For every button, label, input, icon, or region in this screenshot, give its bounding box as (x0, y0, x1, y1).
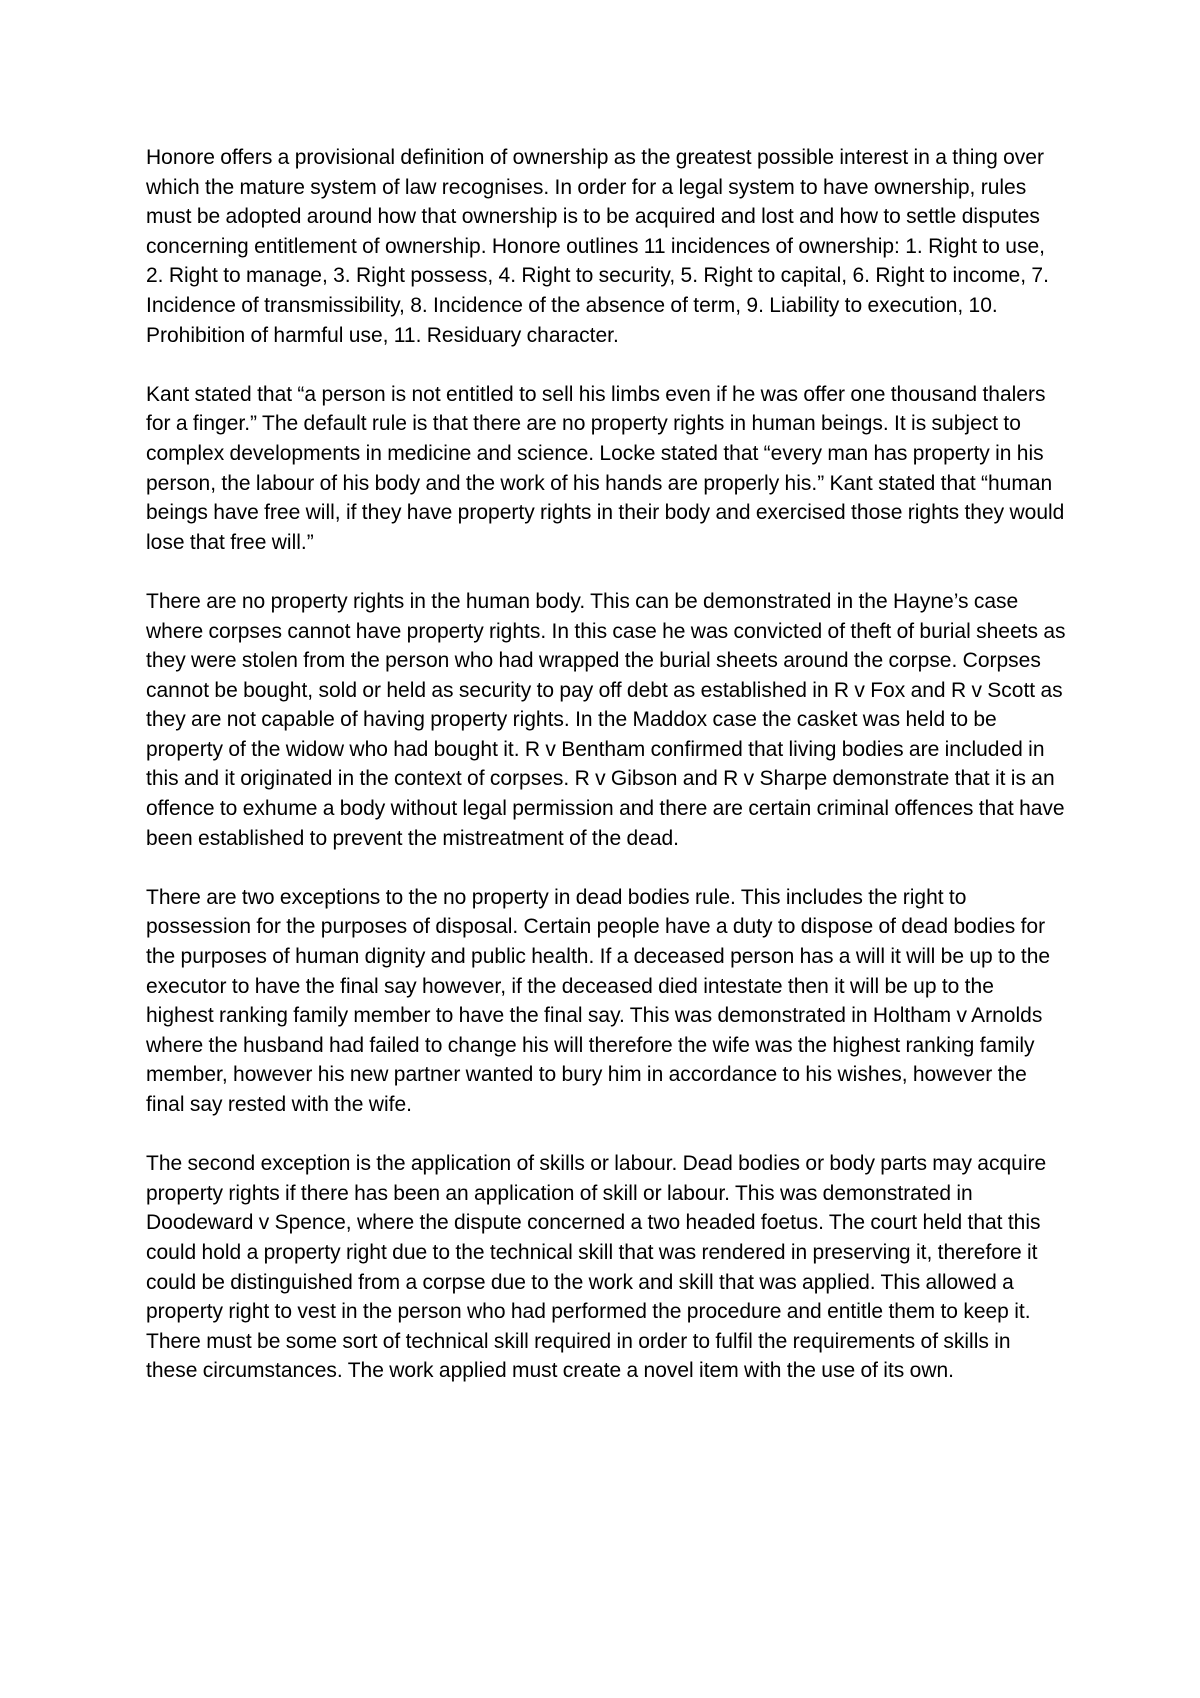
paragraph-skill-labour-exception: The second exception is the application of skills or labour. Dead bodies or body parts may acquire property rights if there has been an application of skill or labour. This was demonstrated in Doodeward v Spence, where the dispute concerned a two headed foetus. The court held that this could hold a property right due to the technical skill that was rendered in preserving it, therefore it could be distinguished from a corpse due to the work and skill that was applied. This allowed a property right to vest in the person who had performed the procedure and entitle them to keep it. There must be some sort of technical skill required in order to fulfil the requirements of skills in these circumstances. The work applied must create a novel item with the use of its own. (146, 1152, 1047, 1383)
paragraph-disposal-exception: There are two exceptions to the no property in dead bodies rule. This includes the right to possession for the purposes of disposal. Certain people have a duty to dispose of dead bodies for the purposes of human dignity and public health. If a deceased person has a will it will be up to the executor to have the final say however, if the deceased died intestate then it will be up to the highest ranking family member to have the final say. This was demonstrated in Holtham v Arnolds where the husband had failed to change his will therefore the wife was the highest ranking family member, however his new partner wanted to bury him in accordance to his wishes, however the final say rested with the wife. (146, 885, 1051, 1116)
paragraph-kant-locke: Kant stated that “a person is not entitled to sell his limbs even if he was offer one thousand thalers for a finger.” The default rule is that there are no property rights in human beings. It is subject to complex developments in medicine and science. Locke stated that “every man has property in his person, the labour of his body and the work of his hands are properly his.” Kant stated that “human beings have free will, if they have property rights in their body and exercised those rights they would lose that free will.” (146, 382, 1065, 554)
document-body (146, 143, 1066, 1386)
paragraph-no-property-rights: There are no property rights in the human body. This can be demonstrated in the Hayne’s case where corpses cannot have property rights. In this case he was convicted of theft of burial sheets as they were stolen from the person who had wrapped the burial sheets around the corpse. Corpses cannot be bought, sold or held as security to pay off debt as established in R v Fox and R v Scott as they are not capable of having property rights. In the Maddox case the casket was held to be property of the widow who had bought it. R v Bentham confirmed that living bodies are included in this and it originated in the context of corpses. R v Gibson and R v Sharpe demonstrate that it is an offence to exhume a body without legal permission and there are certain criminal offences that have been established to prevent the mistreatment of the dead. (146, 589, 1066, 850)
paragraph-ownership-definition: Honore offers a provisional definition of ownership as the greatest possible interest in a thing over which the mature system of law recognises. In order for a legal system to have ownership, rules must be adopted around how that ownership is to be acquired and lost and how to settle disputes concerning entitlement of ownership. Honore outlines 11 incidences of ownership: 1. Right to use, 2. Right to manage, 3. Right possess, 4. Right to security, 5. Right to capital, 6. Right to income, 7. Incidence of transmissibility, 8. Incidence of the absence of term, 9. Liability to execution, 10. Prohibition of harmful use, 11. Residuary character. (146, 146, 1049, 347)
